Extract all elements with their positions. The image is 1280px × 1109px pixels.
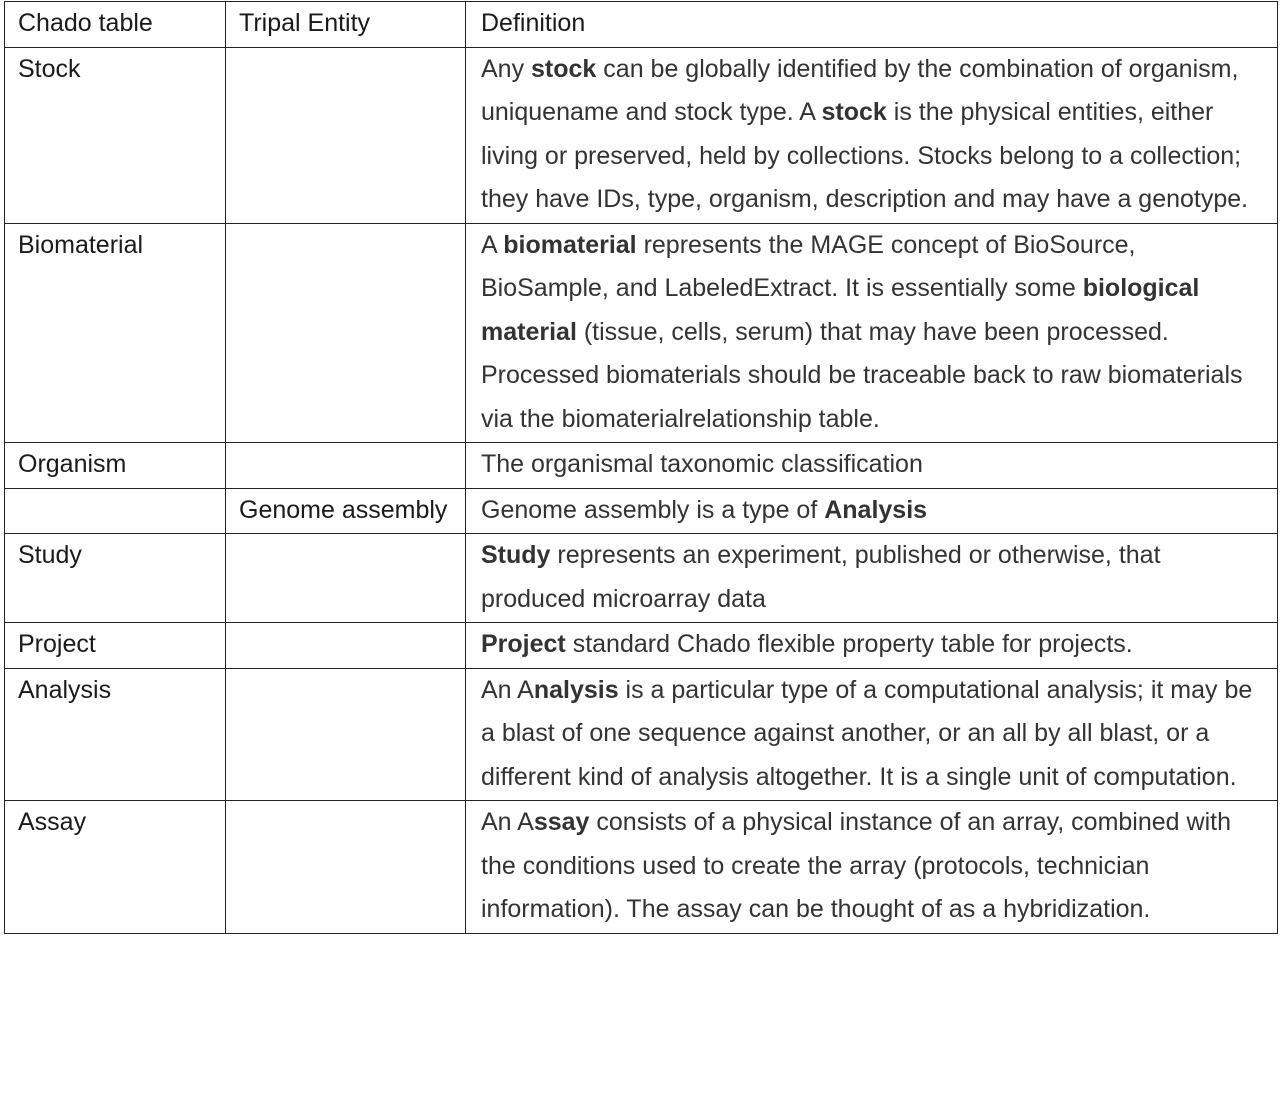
tripal-entity-cell — [226, 223, 466, 443]
chado-table-cell — [5, 488, 226, 534]
chado-table-cell: Analysis — [5, 668, 226, 801]
header-tripal-entity: Tripal Entity — [226, 2, 466, 48]
chado-table-cell: Biomaterial — [5, 223, 226, 443]
chado-table-cell: Project — [5, 623, 226, 669]
definition-cell: An Analysis is a particular type of a computational analysis; it may be a blast of one sequence against another, or an all by all blast, or a different kind of analysis altogether. It is a single unit of computation. — [466, 668, 1278, 801]
definition-cell: Study represents an experiment, published or otherwise, that produced microarray data — [466, 534, 1278, 623]
chado-entity-table — [4, 1, 1278, 934]
table-row — [5, 668, 1278, 801]
table-row — [5, 223, 1278, 443]
chado-table-cell: Study — [5, 534, 226, 623]
tripal-entity-cell — [226, 47, 466, 223]
table-row — [5, 801, 1278, 934]
tripal-entity-cell: Genome assembly — [226, 488, 466, 534]
chado-table-cell: Organism — [5, 443, 226, 489]
tripal-entity-cell — [226, 801, 466, 934]
chado-table-cell: Stock — [5, 47, 226, 223]
table-row — [5, 443, 1278, 489]
tripal-entity-cell — [226, 443, 466, 489]
table-row — [5, 488, 1278, 534]
header-definition: Definition — [466, 2, 1278, 48]
definition-cell: Genome assembly is a type of Analysis — [466, 488, 1278, 534]
tripal-entity-cell — [226, 668, 466, 801]
chado-table-cell: Assay — [5, 801, 226, 934]
table-row — [5, 47, 1278, 223]
header-row — [5, 2, 1278, 48]
table-row — [5, 534, 1278, 623]
header-chado-table: Chado table — [5, 2, 226, 48]
definition-cell: Any stock can be globally identified by the combination of organism, uniquename and stock type. A stock is the physical entities, either living or preserved, held by collections. Stocks belong to a collection; they have IDs, type, organism, description and may have a genotype. — [466, 47, 1278, 223]
definition-cell: A biomaterial represents the MAGE concept of BioSource, BioSample, and LabeledExtract. It is essentially some biological material (tissue, cells, serum) that may have been processed. Processed biomaterials should be traceable back to raw biomaterials via the biomaterialrelationship table. — [466, 223, 1278, 443]
definition-cell: The organismal taxonomic classification — [466, 443, 1278, 489]
table-row — [5, 623, 1278, 669]
tripal-entity-cell — [226, 534, 466, 623]
definition-cell: Project standard Chado flexible property table for projects. — [466, 623, 1278, 669]
tripal-entity-cell — [226, 623, 466, 669]
definition-cell: An Assay consists of a physical instance of an array, combined with the conditions used to create the array (protocols, technician information). The assay can be thought of as a hybridization. — [466, 801, 1278, 934]
